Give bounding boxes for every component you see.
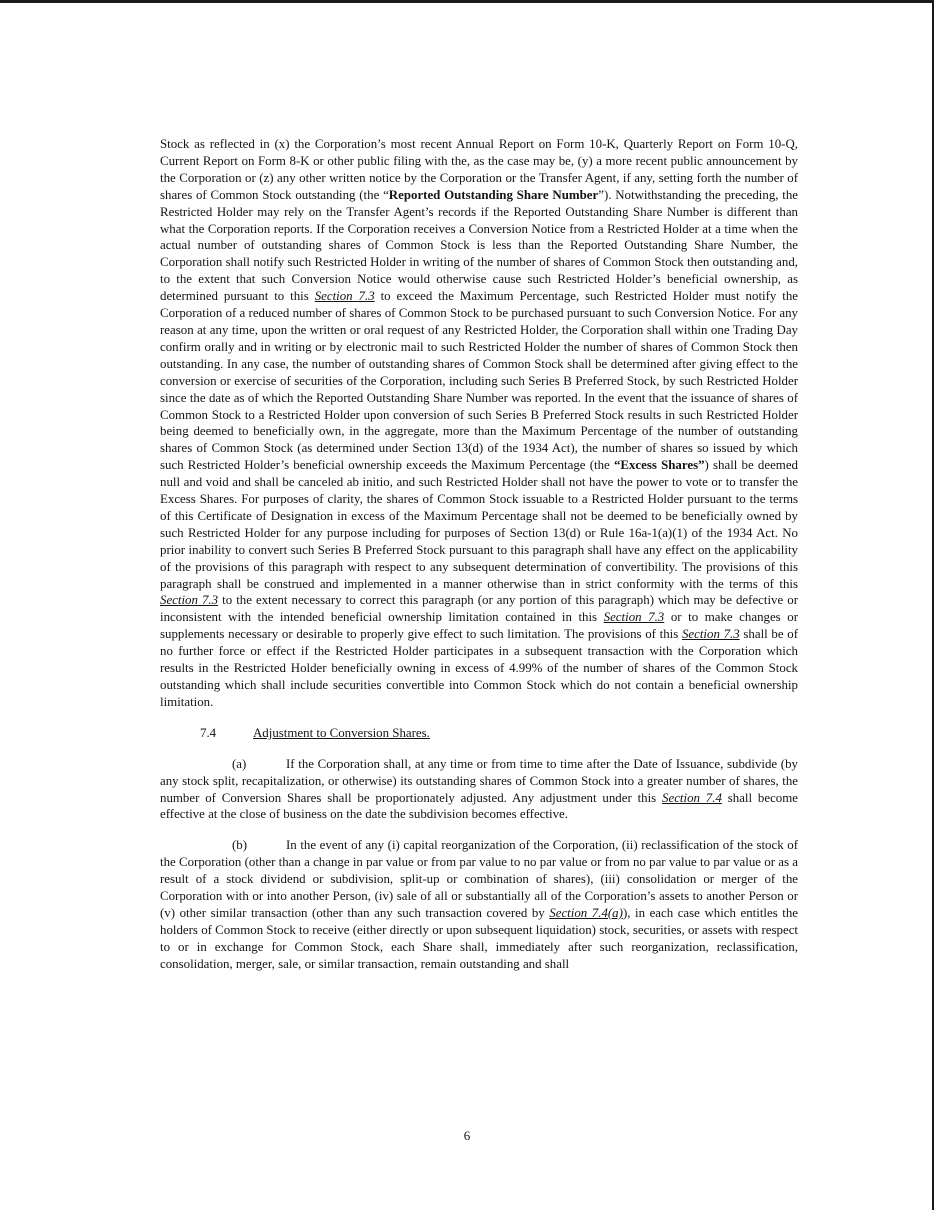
subsection-b	[160, 837, 798, 972]
section-reference: Section 7.4(a)	[549, 905, 623, 920]
document-page	[160, 136, 798, 973]
paragraph-text: ), in each case which entitles the holders of Common Stock to receive (either directly or upon subsequent liquidation) stock, securities, or assets with respect to or in exchange for Common Stock, each Share shall, immediately after such reorganization, reclassification, consolidation, merger, sale, or similar transaction, remain outstanding and shall	[160, 905, 799, 971]
paragraph-text: or to make changes or supplements necessary or desirable to properly give effect to such limitation. The provisions of this	[160, 610, 798, 642]
page-number: 6	[463, 1128, 471, 1143]
paragraph-text: ) shall be deemed null and void and shall be canceled ab initio, and such Restricted Holder shall not have the power to vote or to transfer the Excess Shares. For purposes of clarity, the shares of Common Stock issuable to a Restricted Holder pursuant to the terms of this Certificate of Designation in excess of the Maximum Percentage shall not be deemed to be beneficially owned by such Restricted Holder for any purpose including for purposes of Section 13(d) or Rule 16a-1(a)(1) of the 1934 Act. No prior inability to convert such Series B Preferred Stock pursuant to this paragraph shall have any effect on the applicability of the provisions of this paragraph with respect to any subsequent determination of convertibility. The provisions of this paragraph shall be construed and implemented in a manner otherwise than in strict conformity with the terms of this	[160, 458, 798, 591]
section-number: 7.4	[200, 725, 217, 740]
paragraph-text: ”). Notwithstanding the preceding, the Restricted Holder may rely on the Transfer Agent’s records if the Reported Outstanding Share Number is different than what the Corporation reports. If the Corporation receives a Conversion Notice from a Restricted Holder at a time when the actual number of outstanding shares of Common Stock is less than the Reported Outstanding Share Number, the Corporation shall notify such Restricted Holder in writing of the number of shares of Common Stock then outstanding and, to the extent that such Conversion Notice would otherwise cause such Restricted Holder’s beneficial ownership, as determined pursuant to this	[160, 187, 798, 304]
scan-edge-top	[0, 0, 934, 3]
defined-term: “Excess Shares”	[613, 458, 705, 473]
paragraph-text: Stock as reflected in (x) the Corporation’s most recent Annual Report on Form 10-K, Quarterly Report on Form 10-Q, Current Report on Form 8-K or other public filing with the, as the case may be, (y) a more recent public announcement by the Corporation or (z) any other written notice by the Corporation or the Transfer Agent, if any, setting forth the number of shares of Common Stock outstanding (the “	[160, 137, 798, 202]
defined-term: Reported Outstanding Share Number	[388, 187, 599, 202]
subsection-label: (a)	[232, 756, 247, 771]
section-heading	[200, 725, 798, 742]
section-reference: Section 7.3	[681, 627, 740, 642]
section-reference: Section 7.3	[603, 610, 665, 625]
restricted-holder-paragraph	[160, 136, 798, 711]
paragraph-text: to the extent necessary to correct this paragraph (or any portion of this paragraph) which may be defective or inconsistent with the intended beneficial ownership limitation contained in this	[160, 593, 798, 625]
subsection-label: (b)	[232, 838, 248, 853]
subsection-a	[160, 756, 798, 824]
section-reference: Section 7.4	[662, 790, 722, 805]
section-reference: Section 7.3	[314, 289, 375, 304]
section-reference: Section 7.3	[160, 593, 219, 608]
paragraph-text: In the event of any (i) capital reorganization of the Corporation, (ii) reclassification of the stock of the Corporation (other than a change in par value or from par value to no par value or from no par value to par value or as a result of a stock dividend or subdivision, split-up or combination of shares), (iii) consolidation or merger of the Corporation with or into another Person, (iv) sale of all or substantially all of the Corporation’s assets to another Person or (v) other similar transaction (other than any such transaction covered by	[160, 838, 798, 920]
paragraph-text: shall become effective at the close of business on the date the subdivision becomes effective.	[160, 790, 799, 822]
paragraph-text: to exceed the Maximum Percentage, such Restricted Holder must notify the Corporation of a reduced number of shares of Common Stock to be purchased pursuant to such Conversion Notice. For any reason at any time, upon the written or oral request of any Restricted Holder, the Corporation shall within one Trading Day confirm orally and in writing or by electronic mail to such Restricted Holder the number of shares of Common Stock then outstanding. In any case, the number of outstanding shares of Common Stock shall be determined after giving effect to the conversion or exercise of securities of the Corporation, including such Series B Preferred Stock, by such Restricted Holder since the date as of which the Reported Outstanding Share Number was reported. In the event that the issuance of shares of Common Stock to a Restricted Holder upon conversion of such Series B Preferred Stock results in such Restricted Holder being deemed to beneficially own, in the aggregate, more than the Maximum Percentage of the number of outstanding shares of Common Stock (as determined under Section 13(d) of the 1934 Act), the number of shares so issued by which such Restricted Holder’s beneficial ownership exceeds the Maximum Percentage (the	[160, 289, 798, 473]
section-title: Adjustment to Conversion Shares.	[253, 725, 430, 740]
paragraph-text: shall be of no further force or effect if the Restricted Holder participates in a subsequent transaction with the Corporation which results in the Restricted Holder beneficially owning in excess of 4.99% of the number of shares of the Common Stock outstanding which shall include securities convertible into Common Stock which do not contain a beneficial ownership limitation.	[160, 627, 799, 709]
paragraph-text: If the Corporation shall, at any time or from time to time after the Date of Issuance, subdivide (by any stock split, recapitalization, or otherwise) its outstanding shares of Common Stock into a greater number of shares, the number of Conversion Shares shall be proportionately adjusted. Any adjustment under this	[160, 756, 798, 805]
